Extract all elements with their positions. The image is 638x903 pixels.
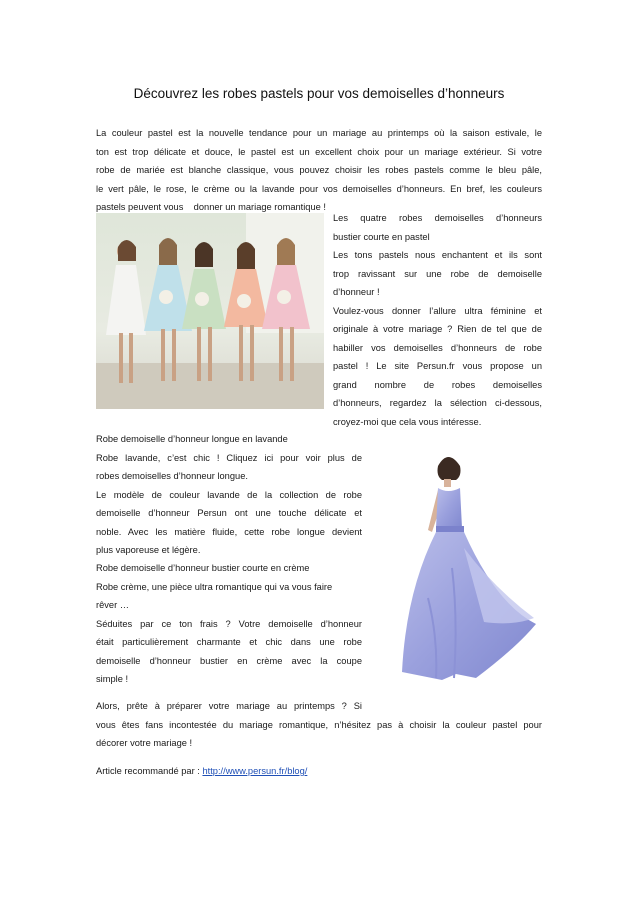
cream-line: simple !: [96, 674, 129, 684]
intro-line: le vert pâle, le rose, le crème ou la lavande pour vos demoiselles d’honneurs. En bref, les couleurs: [96, 183, 542, 194]
lavender-heading: Robe demoiselle d’honneur longue en lavande: [96, 434, 288, 444]
recommendation: [96, 762, 542, 781]
page-title: Découvrez les robes pastels pour vos demoiselles d’honneurs: [133, 86, 505, 101]
intro-line: pastels peuvent vous donner un mariage romantique !: [96, 202, 326, 212]
cream-line: Robe crème, une pièce ultra romantique qui va vous faire: [96, 581, 333, 592]
lavender-line: demoiselle d’honneur Persun ont une touche délicate et: [96, 508, 362, 518]
closing-line: Alors, prête à préparer votre mariage au printemps ? Si: [96, 701, 362, 711]
lavender-line: plus vaporeuse et légère.: [96, 545, 201, 555]
right-line: d’honneurs, regardez la sélection ci-dessous,: [333, 398, 542, 408]
right-line: originale à votre mariage ? Rien de tel que de: [333, 324, 542, 334]
lavender-line: Le modèle de couleur lavande de la collection de robe: [96, 489, 362, 500]
lavender-line: Robe lavande, c’est chic ! Cliquez ici pour voir plus de: [96, 452, 362, 463]
intro-line: La couleur pastel est la nouvelle tendance pour un mariage au printemps où la saison estivale, le: [96, 128, 542, 138]
cream-line: rêver …: [96, 600, 130, 610]
cream-section: [96, 559, 362, 689]
right-line: croyez-moi que cela vous intéresse.: [333, 416, 482, 427]
right-line: bustier courte en pastel: [333, 231, 430, 242]
cream-line: Séduites par ce ton frais ? Votre demoiselle d’honneur: [96, 618, 362, 629]
right-line: grand nombre de robes demoiselles: [333, 379, 542, 390]
lavender-section: [96, 430, 362, 560]
recommend-label: Article recommandé par :: [96, 766, 203, 776]
intro-line: robe de mariée est blanche classique, vous pouvez choisir les robes pastels comme le bleu pâle,: [96, 165, 542, 175]
closing-line: vous êtes fans incontestée du mariage romantique, n’hésitez pas à choisir la couleur pastel pour: [96, 719, 542, 730]
right-line: d’honneur !: [333, 287, 380, 297]
right-line: Les quatre robes demoiselles d’honneurs: [333, 213, 542, 223]
lavender-line: noble. Avec les matière fluide, cette robe longue devient: [96, 526, 362, 537]
right-line: Voulez-vous donner l’allure ultra féminine et: [333, 305, 542, 316]
lavender-dress-icon: [368, 448, 544, 688]
intro-paragraph: [96, 124, 542, 217]
right-column-paragraph: [333, 209, 542, 431]
cream-heading: Robe demoiselle d’honneur bustier courte en crème: [96, 563, 310, 573]
cream-line: était particulièrement charmante et chic dans une robe: [96, 637, 362, 647]
lavender-line: robes demoiselles d’honneur longue.: [96, 471, 248, 481]
recommend-link[interactable]: http://www.persun.fr/blog/: [202, 766, 308, 776]
right-line: Les tons pastels nous enchantent et ils sont: [333, 250, 542, 260]
right-line: trop ravissant sur une robe de demoiselle: [333, 268, 542, 279]
right-line: pastel ! Le site Persun.fr vous propose un: [333, 361, 542, 371]
closing-line: décorer votre mariage !: [96, 738, 193, 748]
bridesmaids-photo-icon: [96, 213, 324, 409]
bridesmaids-photo: [96, 213, 324, 409]
lavender-dress-photo: [368, 448, 544, 688]
closing-paragraph: [96, 697, 542, 753]
right-line: habiller vos demoiselles d’honneurs de robe: [333, 342, 542, 353]
cream-line: demoiselle d’honneur bustier en crème avec la coupe: [96, 655, 362, 666]
intro-line: ton est trop délicate et douce, le pastel est un excellent choix pour un mariage extérieur. Si votre: [96, 146, 542, 157]
